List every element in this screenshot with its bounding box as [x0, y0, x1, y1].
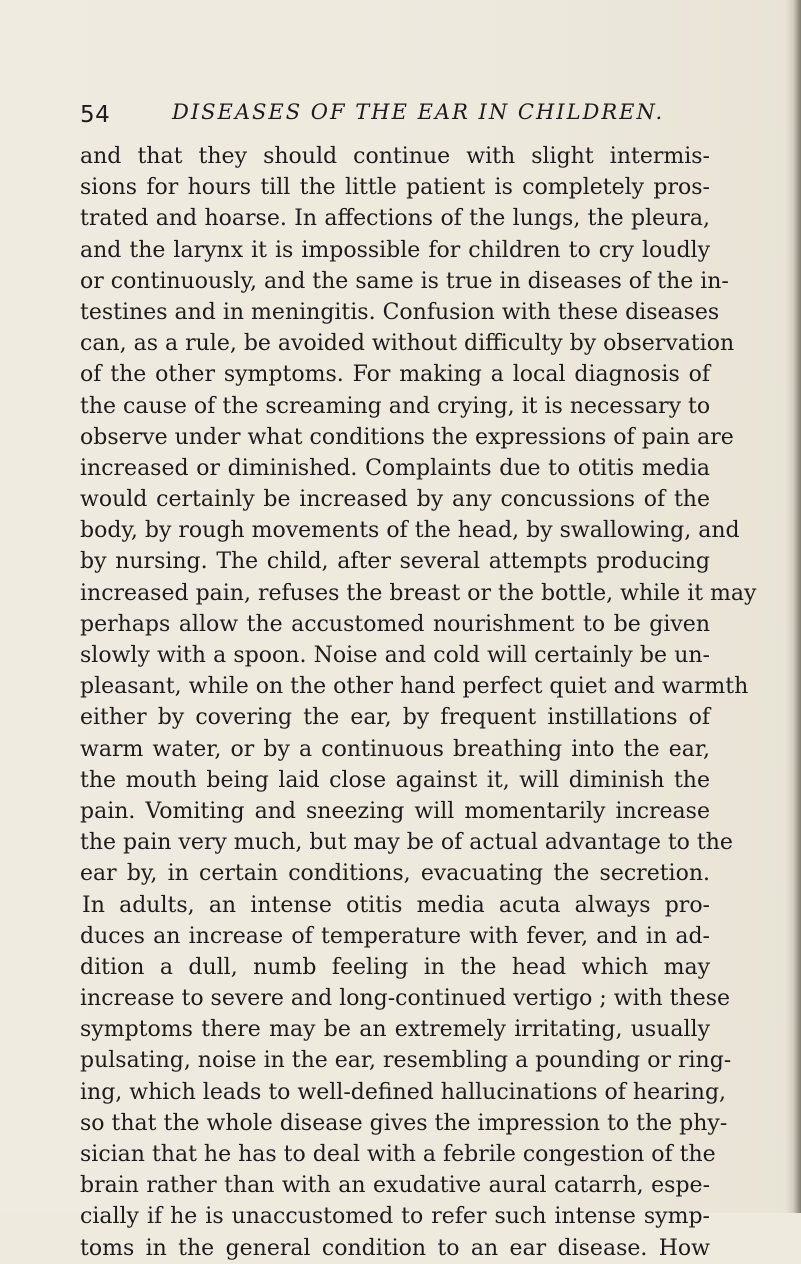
text-line: increased pain, refuses the breast or the bottle, while it may: [80, 580, 757, 606]
text-line: of the other symptoms. For making a local diagnosis of: [80, 362, 710, 388]
page-number: 54: [80, 102, 111, 128]
text-line: body, by rough movements of the head, by swallowing, and: [80, 518, 740, 544]
text-line: toms in the general condition to an ear disease. How: [80, 1235, 710, 1261]
text-line: the mouth being laid close against it, will diminish the: [80, 767, 710, 793]
text-line: symptoms there may be an extremely irritating, usually: [80, 1017, 710, 1043]
text-line: ear by, in certain conditions, evacuating the secretion.: [80, 861, 710, 887]
text-line: pain. Vomiting and sneezing will momentarily increase: [80, 798, 710, 824]
text-line: pleasant, while on the other hand perfect quiet and warmth: [80, 674, 749, 700]
text-line: warm water, or by a continuous breathing into the ear,: [80, 736, 710, 762]
body-text: [80, 141, 757, 1264]
text-line: brain rather than with an exudative aural catarrh, espe-: [80, 1173, 710, 1199]
text-line: sions for hours till the little patient is completely pros-: [80, 175, 710, 201]
text-line: the cause of the screaming and crying, it is necessary to: [80, 393, 711, 419]
text-line: and that they should continue with slight intermis-: [80, 144, 710, 169]
page-header: [80, 100, 740, 134]
text-line: slowly with a spoon. Noise and cold will certainly be un-: [80, 643, 710, 668]
text-line: duces an increase of temperature with fever, and in ad-: [80, 923, 710, 949]
text-line: would certainly be increased by any concussions of the: [80, 487, 710, 513]
text-line: increased or diminished. Complaints due to otitis media: [80, 455, 710, 481]
text-line: cially if he is unaccustomed to refer such intense symp-: [80, 1204, 710, 1230]
text-line: the pain very much, but may be of actual advantage to the: [80, 830, 733, 856]
text-line: by nursing. The child, after several attempts producing: [80, 549, 710, 575]
text-line: ing, which leads to well-defined hallucinations of hearing,: [80, 1079, 727, 1105]
page-edge-shadow: [785, 0, 801, 1213]
text-line: In adults, an intense otitis media acuta always pro-: [82, 892, 710, 918]
running-title: DISEASES OF THE EAR IN CHILDREN.: [172, 100, 665, 124]
text-line: trated and hoarse. In affections of the lungs, the pleura,: [80, 206, 710, 232]
text-line: observe under what conditions the expressions of pain are: [80, 424, 734, 450]
text-line: can, as a rule, be avoided without difficulty by observation: [80, 331, 735, 357]
text-line: perhaps allow the accustomed nourishment to be given: [80, 611, 710, 637]
text-line: either by covering the ear, by frequent instillations of: [80, 705, 710, 731]
text-line: dition a dull, numb feeling in the head which may: [80, 954, 710, 980]
text-line: and the larynx it is impossible for children to cry loudly: [80, 237, 710, 263]
text-line: sician that he has to deal with a febrile congestion of the: [80, 1142, 716, 1167]
text-line: so that the whole disease gives the impression to the phy-: [80, 1110, 728, 1136]
text-line: increase to severe and long-continued vertigo ; with these: [80, 986, 730, 1012]
text-line: or continuously, and the same is true in diseases of the in-: [80, 268, 729, 294]
text-line: pulsating, noise in the ear, resembling a pounding or ring-: [80, 1048, 732, 1074]
text-line: testines and in meningitis. Confusion with these diseases: [80, 299, 720, 325]
